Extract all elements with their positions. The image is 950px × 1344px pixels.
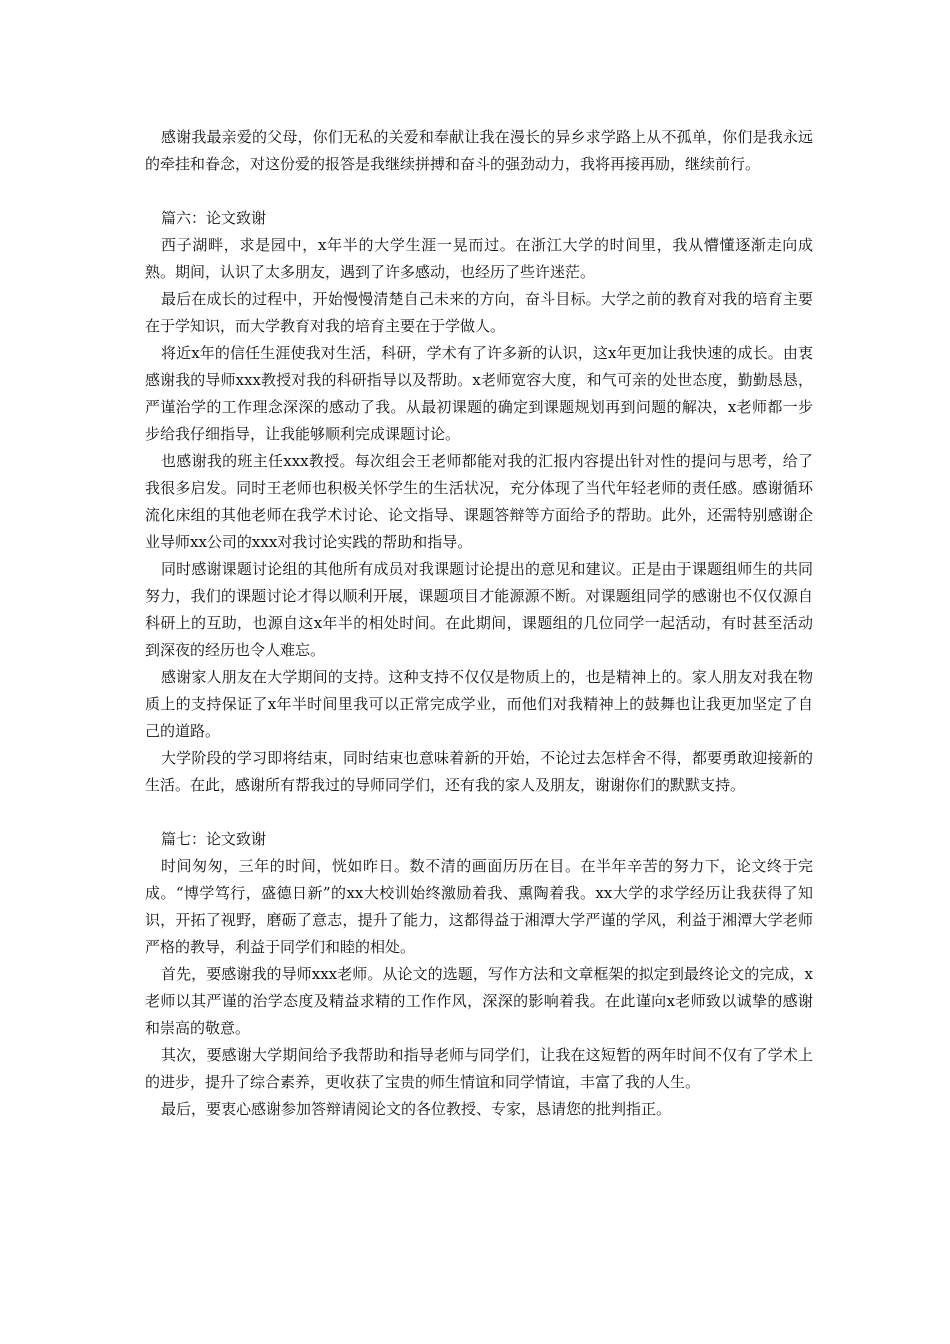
section-6-paragraph: 西子湖畔，求是园中，x年半的大学生涯一晃而过。在浙江大学的时间里，我从懵懂逐渐走向成熟。期间，认识了太多朋友，遇到了许多感动，也经历了些许迷茫。 (145, 236, 813, 281)
section-6-paragraph: 最后在成长的过程中，开始慢慢清楚自己未来的方向，奋斗目标。大学之前的教育对我的培育主要在于学知识，而大学教育对我的培育主要在于学做人。 (145, 290, 813, 335)
section-6-paragraph: 将近x年的信任生涯使我对生活，科研，学术有了许多新的认识，这x年更加让我快速的成长。由衷感谢我的导师xxx教授对我的科研指导以及帮助。x老师宽容大度，和气可亲的处世态度，勤勤恳恳，严谨治学的工作理念深深的感动了我。从最初课题的确定到课题规划再到问题的解决，x老师都一步步给我仔细指导，让我能够顺利完成课题讨论。 (145, 344, 813, 443)
intro-paragraph: 感谢我最亲爱的父母，你们无私的关爱和奉献让我在漫长的异乡求学路上从不孤单，你们是我永远的牵挂和眷念，对这份爱的报答是我继续拼搏和奋斗的强劲动力，我将再接再励，继续前行。 (145, 128, 813, 173)
section-7-paragraph: 最后，要衷心感谢参加答辩请阅论文的各位教授、专家，恳请您的批判指正。 (161, 1100, 672, 1118)
section-6-paragraph: 也感谢我的班主任xxx教授。每次组会王老师都能对我的汇报内容提出针对性的提问与思考，给了我很多启发。同时王老师也积极关怀学生的生活状况，充分体现了当代年轻老师的责任感。感谢循环流化床组的其他老师在我学术讨论、论文指导、课题答辩等方面给予的帮助。此外，还需特别感谢企业导师xx公司的xxx对我讨论实践的帮助和指导。 (145, 452, 813, 551)
section-spacer (145, 799, 813, 826)
section-6-paragraph: 感谢家人朋友在大学期间的支持。这种支持不仅仅是物质上的，也是精神上的。家人朋友对我在物质上的支持保证了x年半时间里我可以正常完成学业，而他们对我精神上的鼓舞也让我更加坚定了自己的道路。 (145, 668, 813, 740)
section-6-paragraph: 大学阶段的学习即将结束，同时结束也意味着新的开始，不论过去怎样舍不得，都要勇敢迎接新的生活。在此，感谢所有帮我过的导师同学们，还有我的家人及朋友，谢谢你们的默默支持。 (145, 749, 813, 794)
section-7-paragraph: 时间匆匆，三年的时间，恍如昨日。数不清的画面历历在目。在半年辛苦的努力下，论文终于完成。“博学笃行，盛德日新”的xx大校训始终激励着我、熏陶着我。xx大学的求学经历让我获得了知识，开拓了视野，磨砺了意志，提升了能力，这都得益于湘潭大学严谨的学风，利益于湘潭大学老师严格的教导，利益于同学们和睦的相处。 (145, 857, 813, 956)
section-7-paragraph: 首先，要感谢我的导师xxx老师。从论文的选题，写作方法和文章框架的拟定到最终论文的完成，x老师以其严谨的治学态度及精益求精的工作作风，深深的影响着我。在此谨向x老师致以诚挚的感谢和崇高的敬意。 (145, 965, 813, 1037)
section-7-paragraph: 其次，要感谢大学期间给予我帮助和指导老师与同学们，让我在这短暂的两年时间不仅有了学术上的进步，提升了综合素养，更收获了宝贵的师生情谊和同学情谊，丰富了我的人生。 (145, 1046, 813, 1091)
section-spacer (145, 178, 813, 205)
document-body (145, 124, 813, 1123)
section-6-paragraph: 同时感谢课题讨论组的其他所有成员对我课题讨论提出的意见和建议。正是由于课题组师生的共同努力，我们的课题讨论才得以顺利开展，课题项目才能源源不断。对课题组同学的感谢也不仅仅源自科研上的互助，也源自这x年半的相处时间。在此期间，课题组的几位同学一起活动，有时甚至活动到深夜的经历也令人难忘。 (145, 560, 813, 659)
section-6-title: 篇六：论文致谢 (161, 209, 267, 227)
section-7-title: 篇七：论文致谢 (161, 830, 267, 848)
